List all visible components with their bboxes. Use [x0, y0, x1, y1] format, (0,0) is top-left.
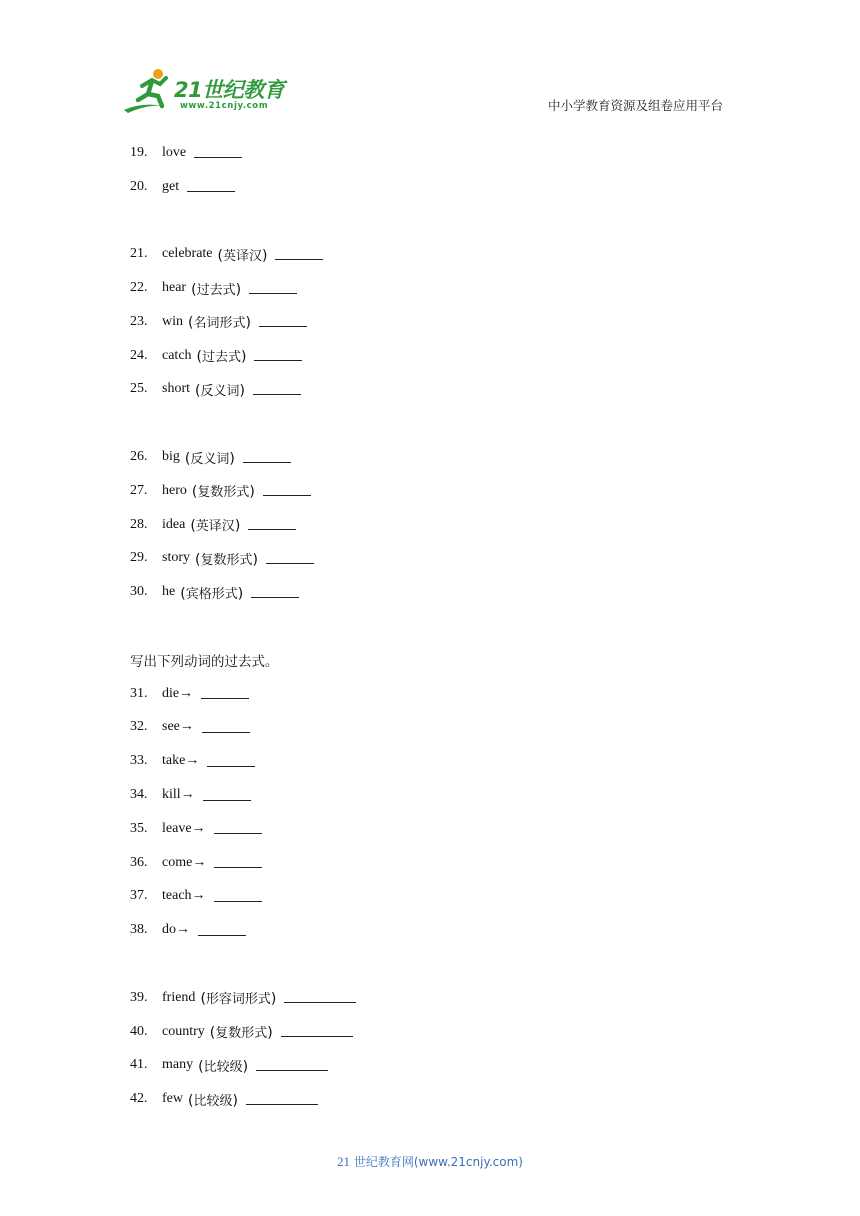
logo-text: 21世纪教育 [174, 78, 285, 102]
exercise-item [130, 711, 750, 745]
answer-blank[interactable] [249, 279, 297, 294]
item-hint-text: 反义词 [190, 451, 230, 467]
item-hint-text: 反义词 [200, 383, 240, 399]
item-word: teach→ [162, 888, 206, 904]
item-hint-text: 宾格形式 [185, 586, 238, 602]
header-tagline: 中小学教育资源及组卷应用平台 [548, 98, 724, 113]
answer-blank[interactable] [246, 1090, 318, 1105]
item-word: leave→ [162, 820, 206, 836]
item-hint: (宾格形式) [180, 585, 244, 602]
exercise-item [130, 744, 750, 778]
item-hint-text: 复数形式 [197, 485, 250, 501]
item-number: 23. [130, 313, 148, 329]
item-word: hear [162, 280, 187, 296]
item-word: celebrate [162, 246, 213, 262]
answer-blank[interactable] [243, 448, 291, 463]
item-word: few [162, 1091, 183, 1107]
item-number: 26. [130, 449, 148, 465]
item-word: kill→ [162, 787, 195, 803]
item-word: see→ [162, 719, 194, 735]
item-number: 33. [130, 753, 148, 769]
section-gap [130, 406, 750, 440]
section-gap [130, 947, 750, 981]
item-hint: (复数形式) [195, 551, 258, 568]
footer-number: 21 [337, 1154, 350, 1169]
item-number: 41. [130, 1057, 148, 1073]
item-word: die→ [162, 685, 194, 701]
exercise-item [130, 271, 750, 305]
section-instruction: 写出下列动词的过去式。 [130, 653, 279, 670]
exercise-item [130, 542, 750, 576]
item-hint: (反义词) [195, 382, 245, 399]
item-hint-text: 复数形式 [215, 1026, 268, 1042]
item-hint-text: 形容词形式 [205, 992, 271, 1008]
item-word: many [162, 1057, 194, 1073]
exercise-item [130, 677, 750, 711]
item-number: 42. [130, 1091, 148, 1107]
item-word: story [162, 550, 190, 566]
item-hint: (复数形式) [209, 1025, 273, 1042]
answer-blank[interactable] [263, 481, 311, 496]
item-number: 34. [130, 787, 148, 803]
item-number: 24. [130, 347, 148, 363]
exercise-item [130, 575, 750, 609]
answer-blank[interactable] [251, 583, 299, 598]
answer-blank[interactable] [198, 921, 246, 936]
exercise-item [130, 812, 750, 846]
exercise-item [130, 237, 750, 271]
item-word: win [162, 313, 183, 329]
item-hint: (过去式) [196, 349, 247, 366]
section-gap [130, 204, 750, 238]
item-word: get [162, 178, 180, 194]
item-hint-text: 过去式 [196, 282, 236, 298]
page-footer [0, 1153, 860, 1170]
runner-logo-icon [122, 66, 180, 116]
item-hint: (复数形式) [191, 484, 255, 501]
item-word: come→ [162, 854, 207, 870]
item-word: do→ [162, 922, 190, 938]
item-number: 38. [130, 922, 148, 938]
answer-blank[interactable] [254, 346, 302, 361]
item-number: 19. [130, 144, 148, 160]
item-number: 27. [130, 482, 148, 498]
item-word: take→ [162, 753, 200, 769]
item-number: 25. [130, 381, 148, 397]
answer-blank[interactable] [256, 1056, 328, 1071]
item-word: idea [162, 516, 186, 532]
item-number: 30. [130, 584, 148, 600]
answer-blank[interactable] [207, 752, 255, 767]
exercise-item [130, 778, 750, 812]
answer-blank[interactable] [201, 684, 249, 699]
item-word: love [162, 144, 187, 160]
item-word: short [162, 381, 190, 397]
item-number: 20. [130, 178, 148, 194]
item-number: 39. [130, 989, 148, 1005]
exercise-item [130, 136, 750, 170]
exercise-item [130, 373, 750, 407]
exercise-item [130, 1049, 750, 1083]
item-hint-text: 复数形式 [200, 552, 253, 568]
exercise-item [130, 508, 750, 542]
answer-blank[interactable] [214, 887, 262, 902]
item-hint: (过去式) [191, 281, 242, 298]
item-hint-text: 比较级 [203, 1059, 243, 1075]
section-gap [130, 609, 750, 643]
item-hint: (比较级) [188, 1092, 238, 1109]
exercise-item [130, 1082, 750, 1116]
item-word: catch [162, 347, 192, 363]
item-number: 21. [130, 246, 148, 262]
exercise-item [130, 880, 750, 914]
exercise-item [130, 1015, 750, 1049]
item-word: friend [162, 989, 196, 1005]
page-header [0, 0, 860, 125]
answer-blank[interactable] [266, 549, 314, 564]
footer-text: 世纪教育网(www.21cnjy.com) [353, 1155, 523, 1169]
item-word: big [162, 449, 180, 465]
item-hint-text: 英译汉 [195, 519, 235, 535]
item-hint: (英译汉) [190, 518, 241, 535]
answer-blank[interactable] [284, 988, 356, 1003]
site-logo [122, 66, 292, 118]
logo-url: www.21cnjy.com [180, 101, 269, 111]
answer-blank[interactable] [187, 177, 235, 192]
answer-blank[interactable] [281, 1022, 353, 1037]
exercise-item [130, 474, 750, 508]
item-hint: (形容词形式) [200, 991, 277, 1008]
item-number: 40. [130, 1023, 148, 1039]
item-number: 31. [130, 685, 148, 701]
item-word: hero [162, 482, 187, 498]
item-number: 32. [130, 719, 148, 735]
item-number: 35. [130, 820, 148, 836]
item-hint: (英译汉) [217, 247, 268, 264]
exercise-item [130, 981, 750, 1015]
exercise-item [130, 305, 750, 339]
answer-blank[interactable] [194, 143, 242, 158]
exercise-item [130, 170, 750, 204]
answer-blank[interactable] [253, 380, 301, 395]
answer-blank[interactable] [202, 718, 250, 733]
exercise-list [130, 136, 750, 1116]
item-word: he [162, 584, 176, 600]
item-hint: (比较级) [198, 1058, 249, 1075]
item-hint-text: 名词形式 [193, 316, 246, 332]
item-word: country [162, 1023, 205, 1039]
item-number: 37. [130, 888, 148, 904]
answer-blank[interactable] [248, 515, 296, 530]
item-number: 22. [130, 280, 148, 296]
exercise-item [130, 339, 750, 373]
exercise-item [130, 846, 750, 880]
item-number: 28. [130, 516, 148, 532]
item-hint-text: 英译汉 [222, 248, 262, 264]
item-hint: (反义词) [184, 450, 235, 467]
exercise-item [130, 440, 750, 474]
answer-blank[interactable] [259, 312, 307, 327]
answer-blank[interactable] [275, 245, 323, 260]
item-hint: (名词形式) [188, 315, 251, 332]
item-number: 36. [130, 854, 148, 870]
item-number: 29. [130, 550, 148, 566]
item-hint-text: 比较级 [193, 1093, 233, 1109]
item-hint-text: 过去式 [202, 350, 242, 366]
section-instruction-row [130, 643, 750, 677]
answer-blank[interactable] [203, 786, 251, 801]
exercise-item [130, 913, 750, 947]
answer-blank[interactable] [214, 819, 262, 834]
answer-blank[interactable] [214, 853, 262, 868]
